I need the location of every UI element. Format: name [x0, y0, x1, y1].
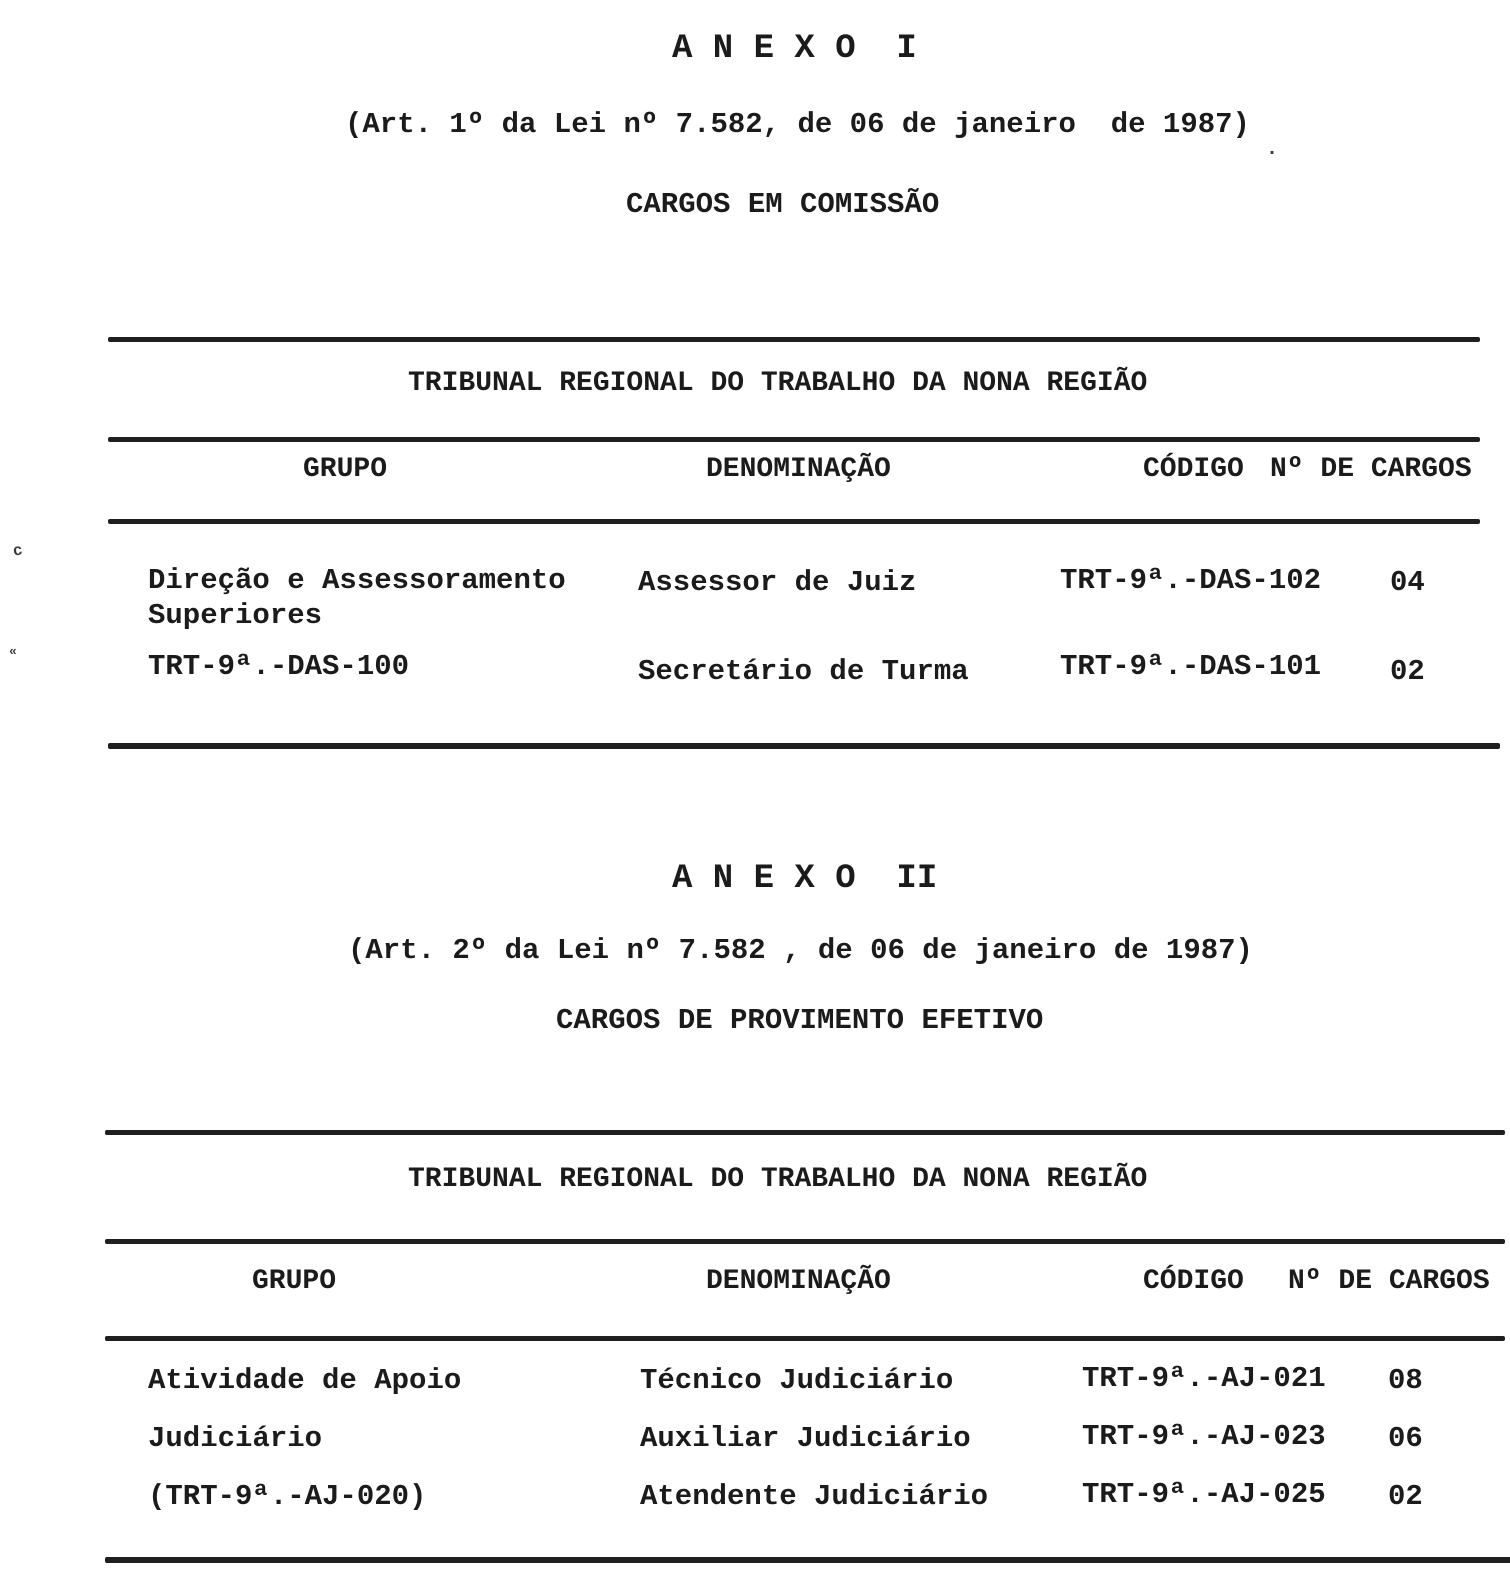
table2-row1-cell-n-cargos: 08: [1388, 1364, 1423, 1397]
anexo1-law-reference: (Art. 1º da Lei nº 7.582, de 06 de janeiro de 1987): [345, 108, 1250, 141]
table1-row1-cell-grupo-line1: Direção e Assessoramento: [148, 564, 566, 597]
table2-column-header-denominacao: DENOMINAÇÃO: [706, 1266, 891, 1297]
table1-row1-cell-grupo-line2: Superiores: [148, 599, 323, 632]
table1-row2-cell-denominacao: Secretário de Turma: [638, 655, 969, 688]
table2-row3-cell-n-cargos: 02: [1388, 1480, 1423, 1513]
table1-caption: TRIBUNAL REGIONAL DO TRABALHO DA NONA REGIÃO: [408, 368, 1148, 399]
table1-row1-cell-denominacao: Assessor de Juiz: [638, 566, 917, 599]
table1-row1-cell-n-cargos: 04: [1390, 566, 1425, 599]
anexo1-title: A N E X O I: [672, 30, 917, 68]
anexo1-section-heading: CARGOS EM COMISSÃO: [626, 188, 940, 221]
table2-column-header-n-cargos: Nº DE CARGOS: [1288, 1266, 1490, 1297]
table2-bottom-rule: [105, 1557, 1510, 1563]
table2-row1-cell-denominacao: Técnico Judiciário: [640, 1364, 954, 1397]
table1-header-rule: [108, 519, 1480, 524]
table1-column-header-denominacao: DENOMINAÇÃO: [706, 454, 891, 485]
anexo2-title: A N E X O II: [672, 860, 938, 898]
table2-row2-cell-denominacao: Auxiliar Judiciário: [640, 1422, 971, 1455]
table2-row1-cell-codigo: TRT-9ª.-AJ-021: [1082, 1362, 1326, 1395]
table1-caption-rule: [108, 437, 1480, 442]
table1-row2-cell-grupo: TRT-9ª.-DAS-100: [148, 650, 410, 683]
table2-row3-cell-codigo: TRT-9ª.-AJ-025: [1082, 1478, 1326, 1511]
table2-header-rule: [105, 1336, 1505, 1341]
table2-row1-cell-grupo: Atividade de Apoio: [148, 1364, 462, 1397]
table2-row3-cell-grupo: (TRT-9ª.-AJ-020): [148, 1480, 427, 1513]
table2-column-header-grupo: GRUPO: [252, 1266, 337, 1297]
table2-row2-cell-n-cargos: 06: [1388, 1422, 1423, 1455]
table2-caption: TRIBUNAL REGIONAL DO TRABALHO DA NONA REGIÃO: [408, 1164, 1148, 1195]
table1-column-header-codigo: CÓDIGO: [1143, 454, 1244, 485]
table1-bottom-rule: [108, 743, 1500, 749]
table1-column-header-n-cargos: Nº DE CARGOS: [1270, 454, 1472, 485]
table1-top-rule: [108, 337, 1480, 342]
scan-artifact-mark: «: [9, 644, 17, 659]
table1-row1-cell-codigo: TRT-9ª.-DAS-102: [1060, 564, 1322, 597]
table2-caption-rule: [105, 1239, 1505, 1244]
anexo2-law-reference: (Art. 2º da Lei nº 7.582 , de 06 de janeiro de 1987): [348, 934, 1253, 967]
table2-top-rule: [105, 1130, 1505, 1135]
table1-row2-cell-n-cargos: 02: [1390, 655, 1425, 688]
table2-column-header-codigo: CÓDIGO: [1143, 1266, 1244, 1297]
anexo2-section-heading: CARGOS DE PROVIMENTO EFETIVO: [556, 1004, 1044, 1037]
table1-row2-cell-codigo: TRT-9ª.-DAS-101: [1060, 650, 1322, 683]
scan-artifact-speck: .: [1266, 138, 1279, 161]
table2-row2-cell-grupo: Judiciário: [148, 1422, 323, 1455]
table1-column-header-grupo: GRUPO: [303, 454, 388, 485]
table2-row2-cell-codigo: TRT-9ª.-AJ-023: [1082, 1420, 1326, 1453]
scan-artifact-mark: c: [11, 541, 24, 561]
table2-row3-cell-denominacao: Atendente Judiciário: [640, 1480, 989, 1513]
